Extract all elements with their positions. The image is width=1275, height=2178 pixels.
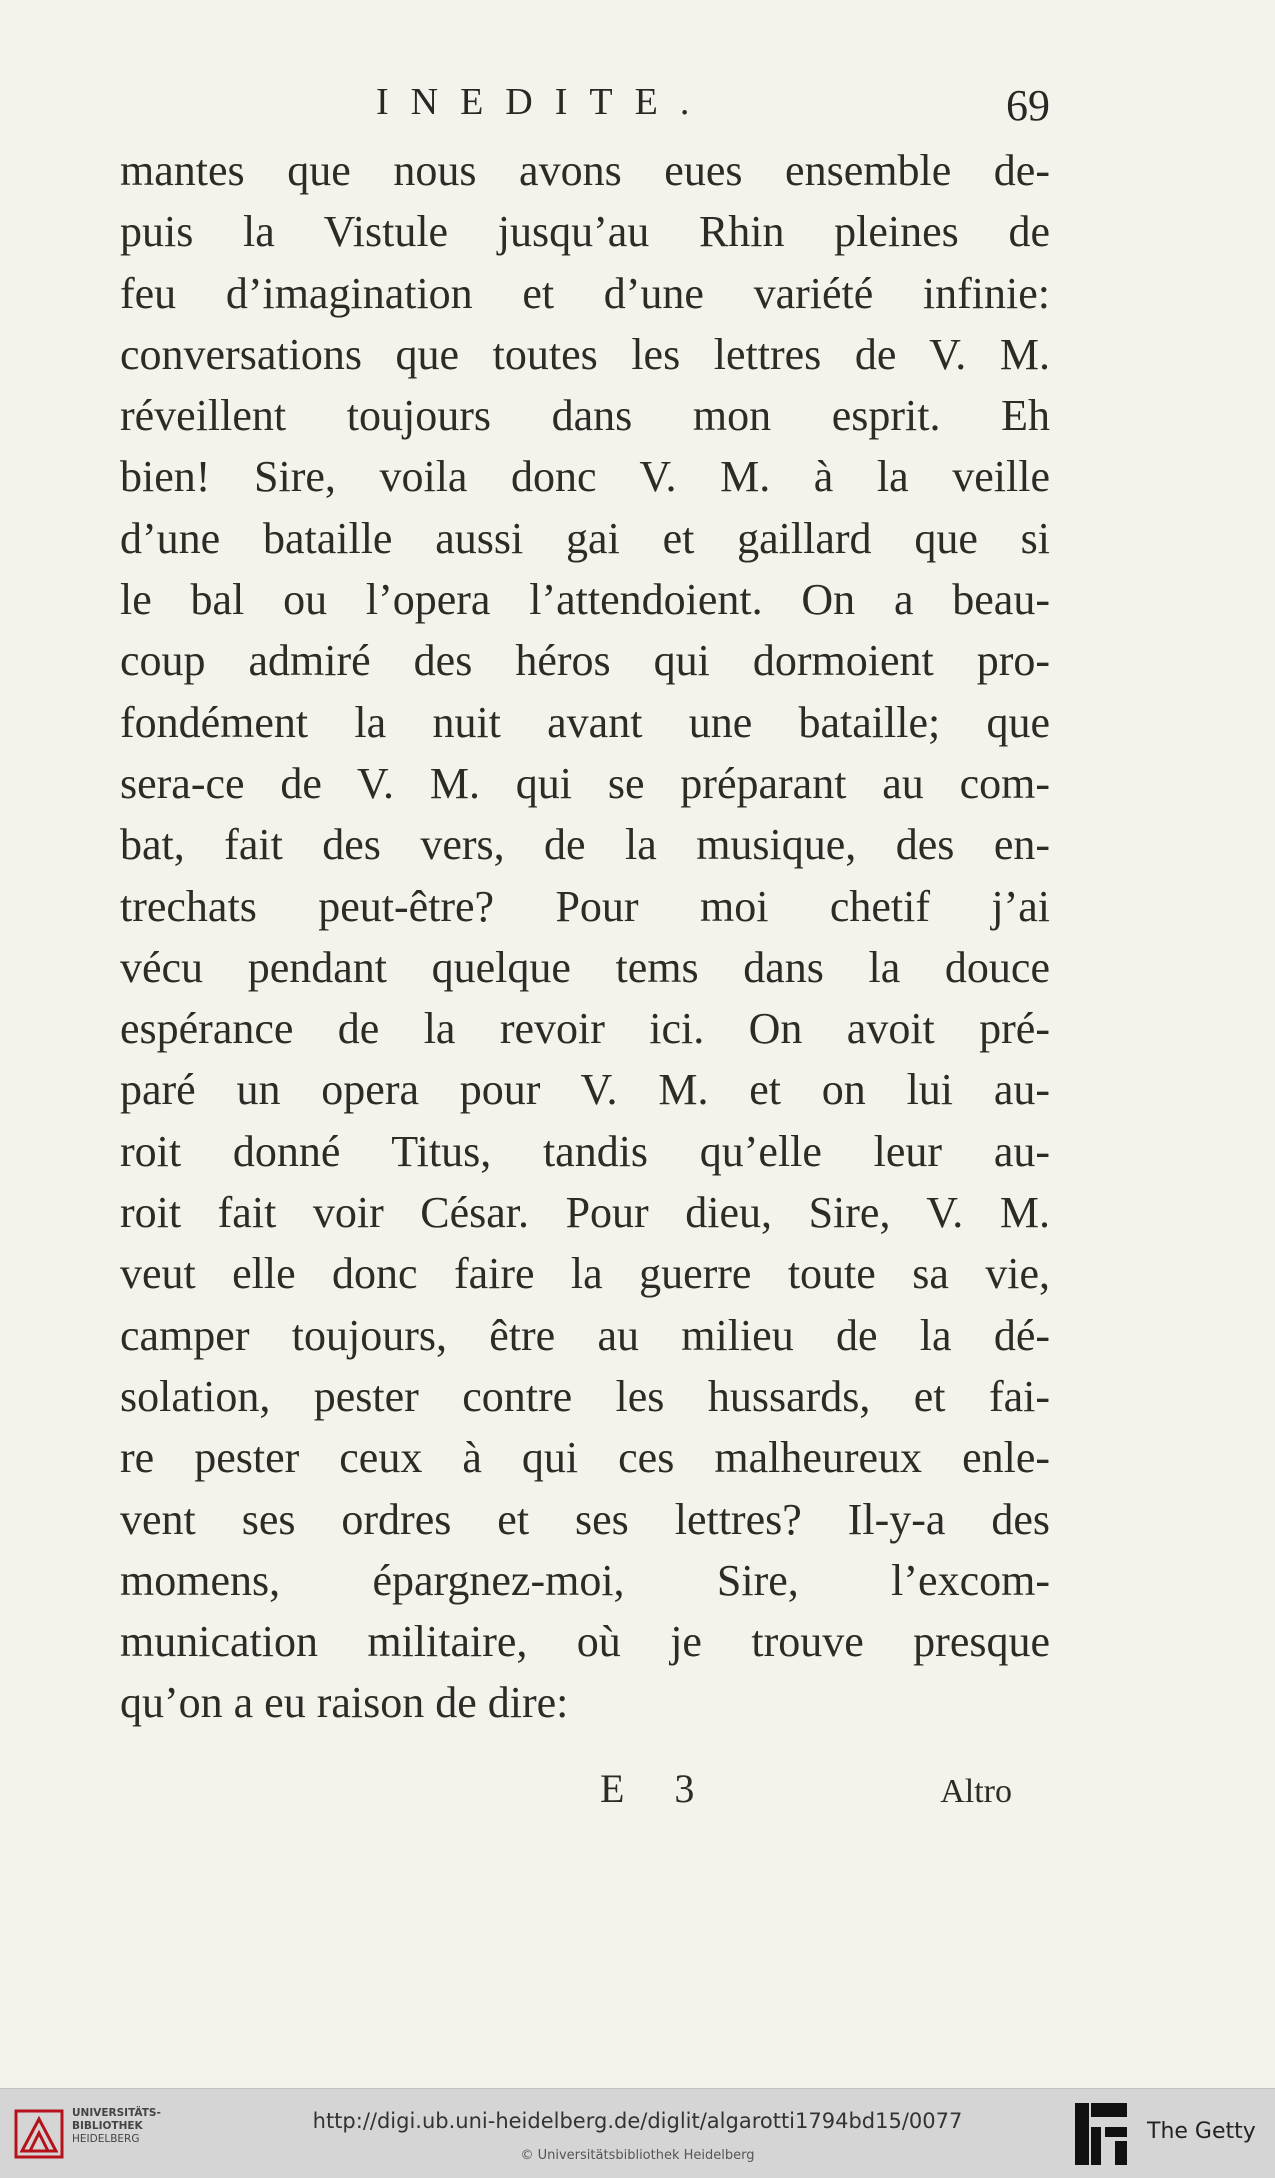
library-name-line: HEIDELBERG	[72, 2133, 140, 2145]
text-line: coup admiré des héros qui dormoient pro-	[120, 636, 1050, 686]
text-line: puis la Vistule jusqu’au Rhin pleines de	[120, 207, 1050, 257]
text-line: trechats peut-être? Pour moi chetif j’ai	[120, 881, 1050, 931]
text-line: bat, fait des vers, de la musique, des en-	[120, 820, 1050, 870]
library-name-line: BIBLIOTHEK	[72, 2120, 143, 2132]
getty-logo-icon[interactable]	[1073, 2101, 1129, 2167]
running-head	[120, 80, 1050, 130]
text-line: momens, épargnez-moi, Sire, l’excom-	[120, 1555, 1050, 1605]
text-line: espérance de la revoir ici. On avoit pré-	[120, 1004, 1050, 1054]
text-line: conversations que toutes les lettres de V. M.	[120, 329, 1050, 379]
text-line: réveillent toujours dans mon esprit. Eh	[120, 391, 1050, 441]
text-line: solation, pester contre les hussards, et fai-	[120, 1371, 1050, 1421]
text-line: roit fait voir César. Pour dieu, Sire, V. M.	[120, 1188, 1050, 1238]
text-line: vécu pendant quelque tems dans la douce	[120, 942, 1050, 992]
text-line: d’une bataille aussi gai et gaillard que si	[120, 513, 1050, 563]
library-name-line: UNIVERSITÄTS-	[72, 2107, 161, 2119]
signature-mark: E 3	[600, 1766, 715, 1811]
page-number: 69	[1006, 81, 1050, 130]
page-footer-line	[120, 1765, 1050, 1825]
text-line: fondément la nuit avant une bataille; que	[120, 697, 1050, 747]
permalink-url[interactable]: http://digi.ub.uni-heidelberg.de/diglit/algarotti1794bd15/0077	[312, 2109, 963, 2133]
text-line: le bal ou l’opera l’attendoient. On a beau-	[120, 575, 1050, 625]
text-line: veut elle donc faire la guerre toute sa vie,	[120, 1249, 1050, 1299]
text-line: vent ses ordres et ses lettres? Il-y-a des	[120, 1494, 1050, 1544]
text-line: munication militaire, où je trouve presque	[120, 1617, 1050, 1667]
text-line: paré un opera pour V. M. et on lui au-	[120, 1065, 1050, 1115]
text-line: qu’on a eu raison de dire:	[120, 1678, 569, 1728]
getty-name[interactable]: The Getty	[1147, 2119, 1256, 2144]
text-line: mantes que nous avons eues ensemble de-	[120, 146, 1050, 195]
viewer-footer-bar	[0, 2088, 1275, 2178]
text-line: sera-ce de V. M. qui se préparant au com-	[120, 758, 1050, 808]
text-line: camper toujours, être au milieu de la dé-	[120, 1310, 1050, 1360]
catchword: Altro	[940, 1773, 1012, 1810]
body-text	[120, 140, 1050, 1734]
running-title: INEDITE.	[376, 81, 712, 123]
text-line: re pester ceux à qui ces malheureux enle-	[120, 1433, 1050, 1483]
text-line: feu d’imagination et d’une variété infinie:	[120, 268, 1050, 318]
text-line: bien! Sire, voila donc V. M. à la veille	[120, 452, 1050, 502]
text-line: roit donné Titus, tandis qu’elle leur au-	[120, 1126, 1050, 1176]
copyright-notice: © Universitätsbibliothek Heidelberg	[520, 2148, 755, 2163]
